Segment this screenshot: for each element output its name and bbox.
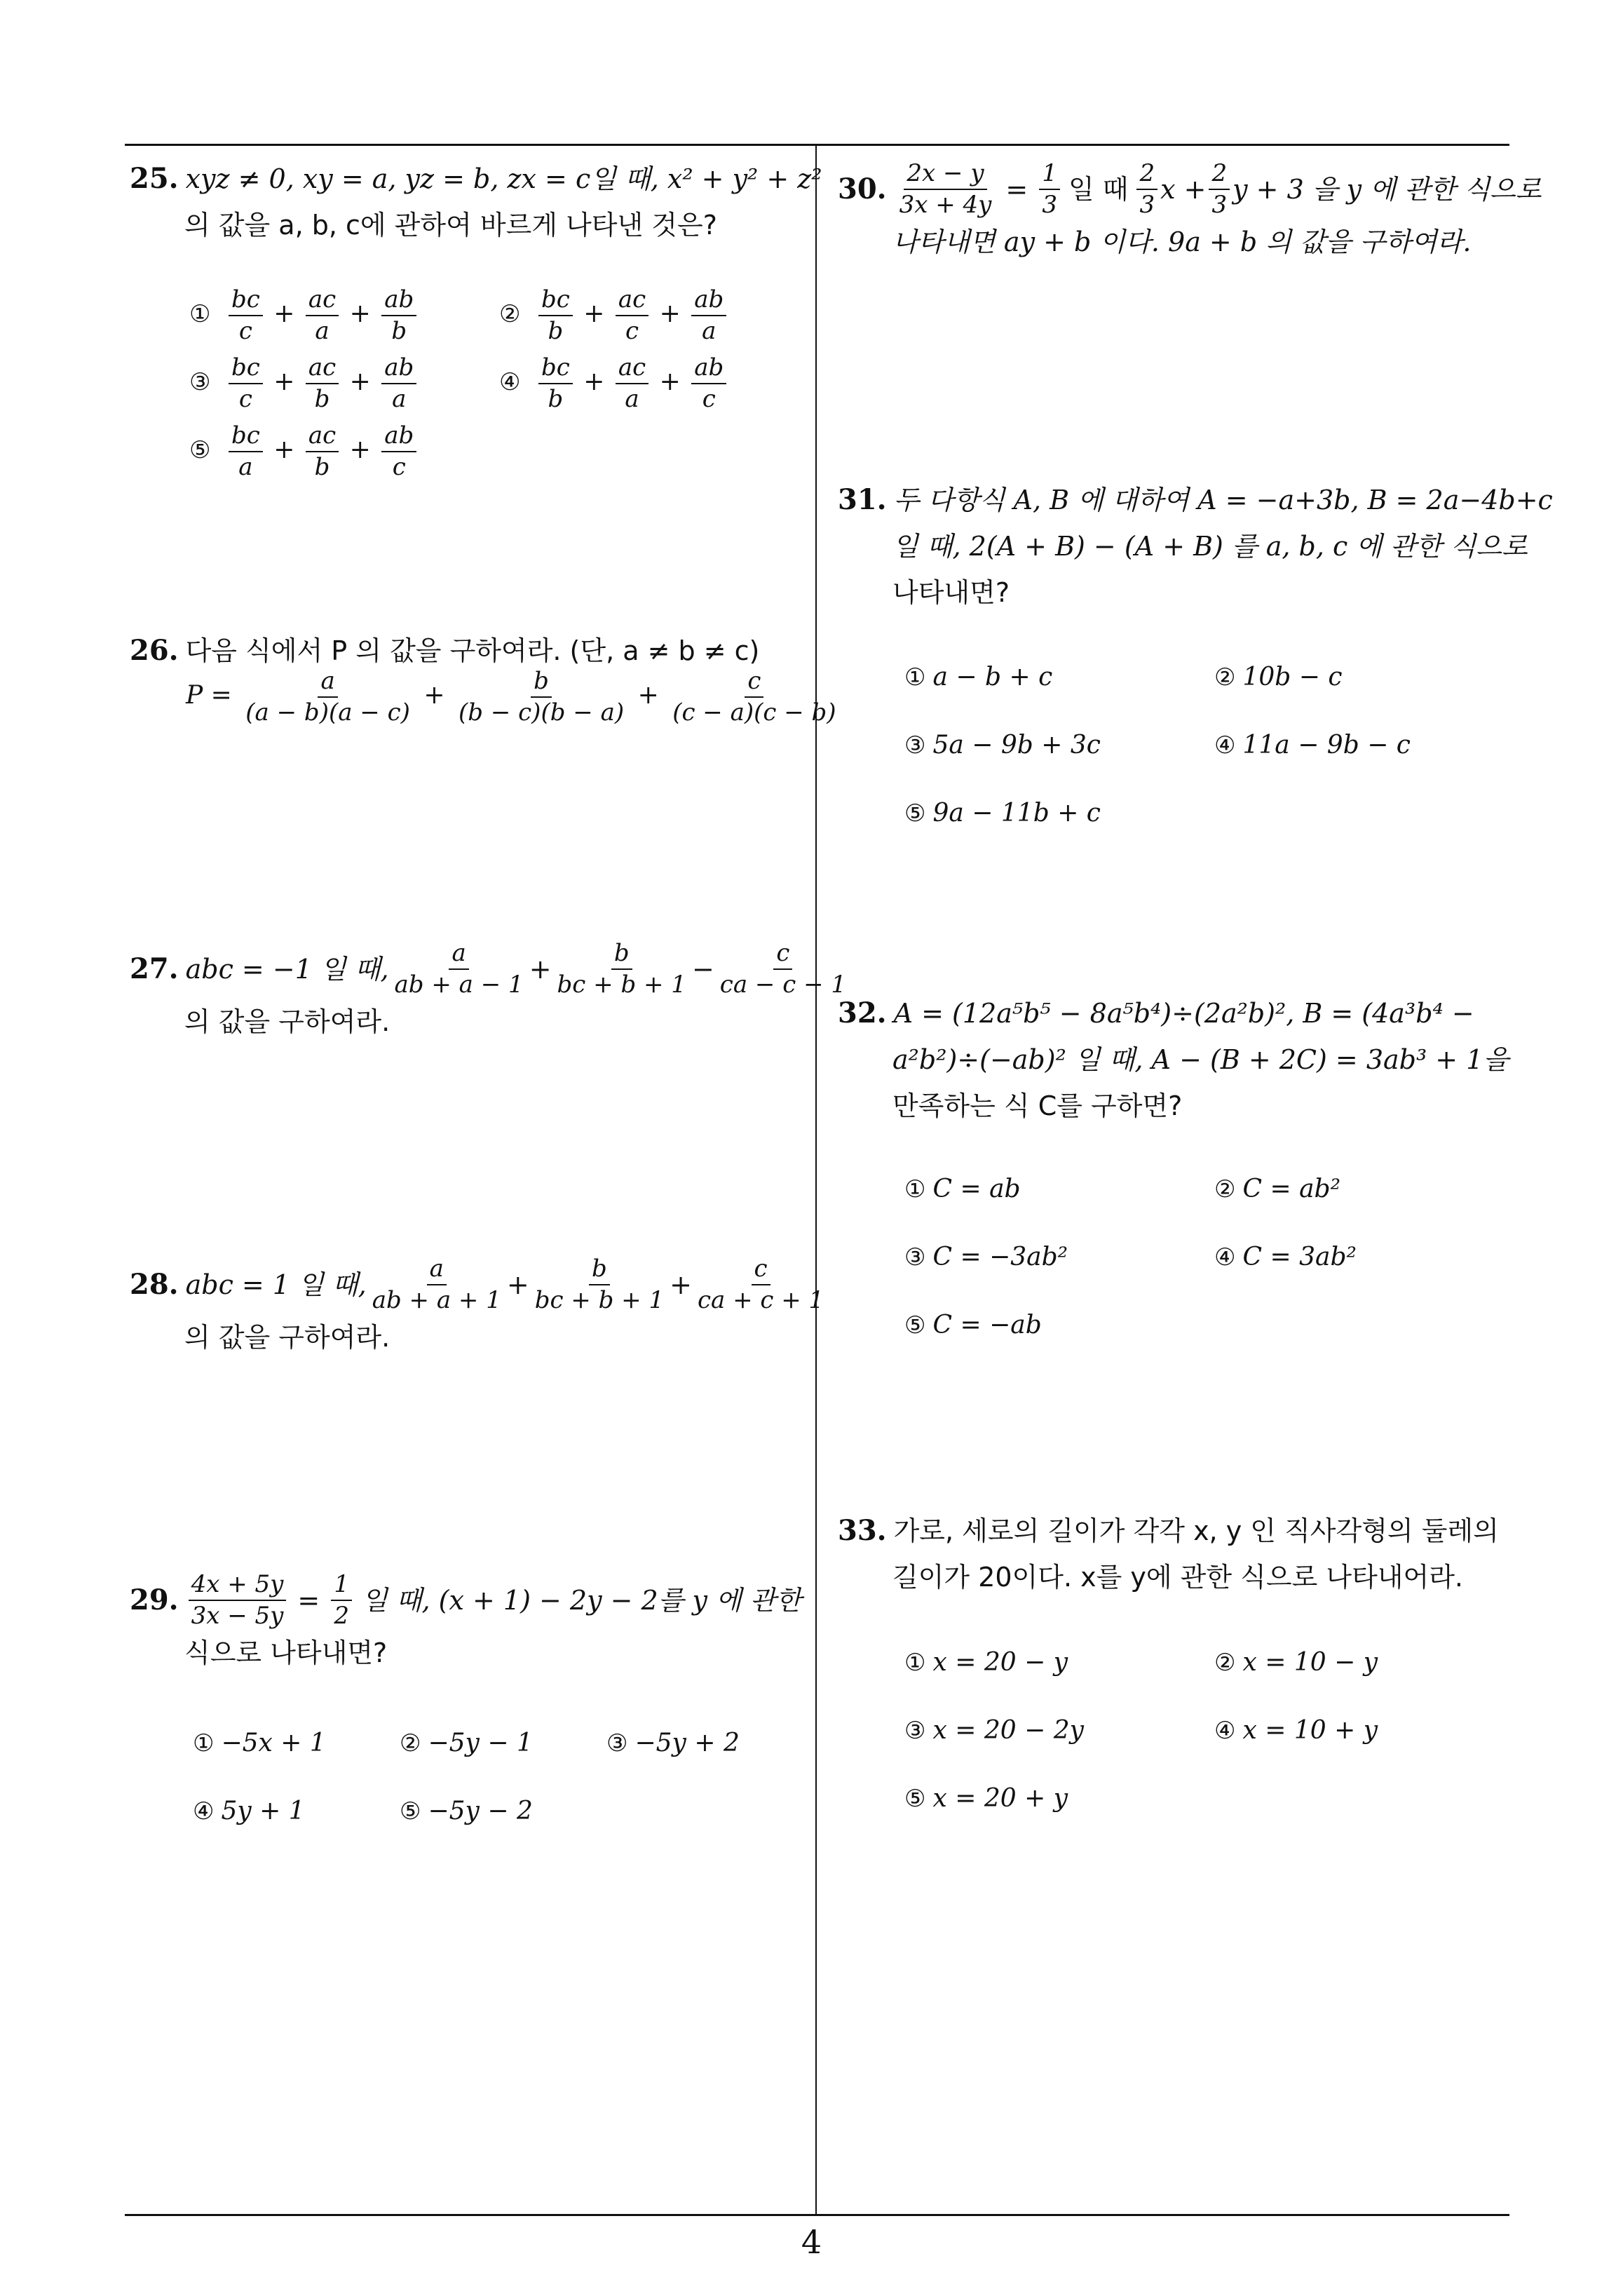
page-number: 4 <box>801 2223 822 2261</box>
problem-text: x + <box>1160 174 1207 205</box>
fraction: $\frac{a}{ab + a - 1}$ <box>394 939 524 999</box>
fraction: $\frac{2}{3}$ <box>1209 160 1230 219</box>
choice-5[interactable]: ⑤ 9a − 11b + c <box>904 799 1101 828</box>
choice-mark: ⑤ <box>904 1785 926 1813</box>
choice-mark: ④ <box>1214 1243 1236 1271</box>
problem-text: xyz ≠ 0, xy = a, yz = b, zx = c일 때, x² + y² + z² <box>185 163 822 194</box>
problem-text: 만족하는 식 C를 구하면? <box>892 1090 1183 1121</box>
choice-2[interactable]: ② $\frac{bc}{b}$ + $\frac{ac}{c}$ + $\frac{ab}{a}$ <box>499 286 729 345</box>
choice-2[interactable]: ② C = ab² <box>1214 1175 1341 1203</box>
choice-mark: ② <box>1214 663 1236 691</box>
fraction: $\frac{ac}{a}$ <box>306 286 339 345</box>
choice-3[interactable]: ③ 5a − 9b + 3c <box>904 731 1101 759</box>
formula-26 <box>186 668 842 727</box>
fraction: $\frac{1}{3}$ <box>1039 160 1060 219</box>
choice-4[interactable]: ④ x = 10 + y <box>1214 1716 1378 1745</box>
choice-1[interactable]: ① $\frac{bc}{c}$ + $\frac{ac}{a}$ + $\frac{ab}{b}$ <box>189 286 419 345</box>
problem-number: 28. <box>130 1268 179 1302</box>
problem-32 <box>838 990 1509 1129</box>
problem-number: 26. <box>130 634 179 667</box>
choice-mark: ③ <box>606 1729 628 1757</box>
choice-mark: ② <box>499 300 521 329</box>
fraction: $\frac{a}{(a - b)(a - c)}$ <box>245 667 410 727</box>
fraction: $\frac{b}{bc + b + 1}$ <box>534 1255 665 1315</box>
operator: + <box>506 1269 529 1301</box>
fraction: $\frac{1}{2}$ <box>331 1571 352 1630</box>
problem-33 <box>838 1508 1499 1600</box>
choice-5[interactable]: ⑤ $\frac{bc}{a}$ + $\frac{ac}{b}$ + $\frac{ab}{c}$ <box>189 422 419 481</box>
fraction: $\frac{2}{3}$ <box>1136 160 1157 219</box>
choice-4[interactable]: ④ 5y + 1 <box>193 1797 305 1825</box>
problem-text: 일 때, 2(A + B) − (A + B) 를 a, b, c 에 관한 식으로 <box>892 531 1528 562</box>
choice-mark: ③ <box>904 1717 926 1745</box>
problem-text: 길이가 20이다. x를 y에 관한 식으로 나타내어라. <box>892 1562 1464 1593</box>
fraction: $\frac{ac}{a}$ <box>616 354 648 413</box>
problem-number: 30. <box>838 173 887 206</box>
choice-5[interactable]: ⑤ C = −ab <box>904 1311 1042 1339</box>
choice-3[interactable]: ③ x = 20 − 2y <box>904 1716 1084 1745</box>
choice-mark: ⑤ <box>904 1311 926 1339</box>
fraction: $\frac{bc}{b}$ <box>538 354 573 413</box>
fraction: $\frac{bc}{c}$ <box>229 354 263 413</box>
fraction: $\frac{2x - y}{3x + 4y}$ <box>899 159 992 220</box>
problem-number: 32. <box>838 997 887 1029</box>
problem-27 <box>130 940 852 1045</box>
fraction: $\frac{ab}{a}$ <box>381 354 416 413</box>
choice-1[interactable]: ① a − b + c <box>904 663 1053 691</box>
choice-2[interactable]: ② 10b − c <box>1214 663 1343 691</box>
choice-mark: ② <box>400 1729 421 1757</box>
column-divider <box>815 144 817 2216</box>
choice-mark: ④ <box>499 368 521 397</box>
problem-30: 30. $\frac{2x - y}{3x + 4y}$ = $\frac{1}{3}$ 일 때 $\frac{2}{3}$ x + $\frac{2}{3}$ y + 3 을 y 에 관한 식으로 나타내면 ay + b 이다. 9a + b 의 값을 구하여라. <box>838 160 1542 265</box>
choice-mark: ⑤ <box>189 436 211 465</box>
problem-text: abc = 1 일 때, <box>185 1269 367 1301</box>
choice-mark: ② <box>1214 1649 1236 1677</box>
problem-text: A = (12a⁵b⁵ − 8a⁵b⁴)÷(2a²b)², B = (4a³b⁴ − <box>893 998 1474 1029</box>
problem-text: a²b²)÷(−ab)² 일 때, A − (B + 2C) = 3ab³ + 1을 <box>892 1044 1509 1075</box>
problem-text: 두 다항식 A, B 에 대하여 A = −a+3b, B = 2a−4b+c <box>893 485 1553 515</box>
problem-text: 식으로 나타내면? <box>184 1637 388 1669</box>
choice-3[interactable]: ③ $\frac{bc}{c}$ + $\frac{ac}{b}$ + $\frac{ab}{a}$ <box>189 354 419 413</box>
choice-mark: ⑤ <box>400 1797 421 1825</box>
problem-text: 일 때 <box>1068 174 1129 205</box>
fraction: $\frac{bc}{b}$ <box>538 286 573 345</box>
problem-text: 다음 식에서 P 의 값을 구하여라. (단, a ≠ b ≠ c) <box>185 635 760 666</box>
problem-number: 27. <box>130 952 179 986</box>
choice-2[interactable]: ② −5y − 1 <box>400 1729 533 1757</box>
fraction: $\frac{b}{(b - c)(b - a)}$ <box>459 667 625 727</box>
choice-mark: ① <box>904 663 926 691</box>
fraction: $\frac{c}{ca - c - 1}$ <box>719 939 846 999</box>
problem-31 <box>838 477 1553 616</box>
choice-mark: ③ <box>189 368 211 397</box>
choice-2[interactable]: ② x = 10 − y <box>1214 1648 1378 1677</box>
fraction: $\frac{ab}{c}$ <box>381 422 416 481</box>
problem-text: 의 값을 구하여라. <box>184 1006 391 1038</box>
choice-5[interactable]: ⑤ −5y − 2 <box>400 1797 533 1825</box>
operator: + <box>423 681 445 710</box>
fraction: $\frac{a}{ab + a + 1}$ <box>372 1255 501 1315</box>
choice-4[interactable]: ④ $\frac{bc}{b}$ + $\frac{ac}{a}$ + $\frac{ab}{c}$ <box>499 354 729 413</box>
choice-4[interactable]: ④ 11a − 9b − c <box>1214 731 1411 759</box>
choice-1[interactable]: ① C = ab <box>904 1175 1021 1203</box>
problem-text: 일 때, (x + 1) − 2y − 2를 y 에 관한 <box>361 1585 802 1616</box>
problem-text: 나타내면? <box>892 577 1010 608</box>
bottom-rule <box>125 2214 1509 2216</box>
fraction: $\frac{ac}{b}$ <box>306 422 339 481</box>
formula-lhs: P = <box>186 681 232 710</box>
top-rule <box>125 144 1509 146</box>
operator: − <box>691 954 714 985</box>
problem-29: 29. $\frac{4x + 5y}{3x - 5y}$ = $\frac{1}{2}$ 일 때, (x + 1) − 2y − 2를 y 에 관한 식으로 나타내면? <box>130 1571 801 1676</box>
fraction: $\frac{ac}{b}$ <box>306 354 339 413</box>
choice-mark: ④ <box>193 1797 215 1825</box>
problem-number: 31. <box>838 483 887 516</box>
fraction: $\frac{ab}{c}$ <box>691 354 726 413</box>
choice-3[interactable]: ③ C = −3ab² <box>904 1243 1068 1271</box>
problem-text: y + 3 을 y 에 관한 식으로 <box>1232 174 1542 205</box>
fraction: $\frac{c}{(c - a)(c - b)}$ <box>672 667 836 727</box>
fraction: $\frac{ab}{a}$ <box>691 286 726 345</box>
choice-1[interactable]: ① −5x + 1 <box>193 1729 326 1757</box>
choice-1[interactable]: ① x = 20 − y <box>904 1648 1068 1677</box>
choice-4[interactable]: ④ C = 3ab² <box>1214 1243 1357 1271</box>
choice-mark: ④ <box>1214 731 1236 759</box>
choice-mark: ② <box>1214 1175 1236 1203</box>
operator: + <box>670 1269 692 1301</box>
choice-5[interactable]: ⑤ x = 20 + y <box>904 1784 1068 1813</box>
fraction: $\frac{ab}{b}$ <box>381 286 416 345</box>
choice-mark: ① <box>904 1649 926 1677</box>
operator: + <box>529 954 552 985</box>
fraction: $\frac{b}{bc + b + 1}$ <box>557 939 686 999</box>
fraction: $\frac{bc}{c}$ <box>229 286 263 345</box>
problem-text: 가로, 세로의 길이가 각각 x, y 인 직사각형의 둘레의 <box>893 1515 1499 1546</box>
fraction: $\frac{ac}{c}$ <box>616 286 648 345</box>
problem-text: 의 값을 구하여라. <box>184 1322 391 1353</box>
problem-number: 25. <box>130 162 179 195</box>
operator: + <box>637 681 659 710</box>
problem-number: 33. <box>838 1514 887 1547</box>
problem-number: 29. <box>130 1583 179 1617</box>
fraction: $\frac{bc}{a}$ <box>229 422 263 481</box>
choice-mark: ① <box>189 300 211 329</box>
choice-mark: ⑤ <box>904 799 926 828</box>
choice-mark: ③ <box>904 731 926 759</box>
choice-mark: ③ <box>904 1243 926 1271</box>
fraction: $\frac{4x + 5y}{3x - 5y}$ <box>189 1571 287 1630</box>
fraction: $\frac{c}{ca + c + 1}$ <box>697 1255 824 1315</box>
choice-mark: ① <box>904 1175 926 1203</box>
choice-mark: ① <box>193 1729 215 1757</box>
problem-28 <box>130 1255 829 1360</box>
problem-text: 나타내면 ay + b 이다. 9a + b 의 값을 구하여라. <box>892 227 1472 258</box>
problem-text: abc = −1 일 때, <box>185 954 389 985</box>
problem-25 <box>130 156 822 248</box>
choice-3[interactable]: ③ −5y + 2 <box>606 1729 740 1757</box>
choice-mark: ④ <box>1214 1717 1236 1745</box>
problem-text: 의 값을 a, b, c에 관하여 바르게 나타낸 것은? <box>184 210 717 241</box>
